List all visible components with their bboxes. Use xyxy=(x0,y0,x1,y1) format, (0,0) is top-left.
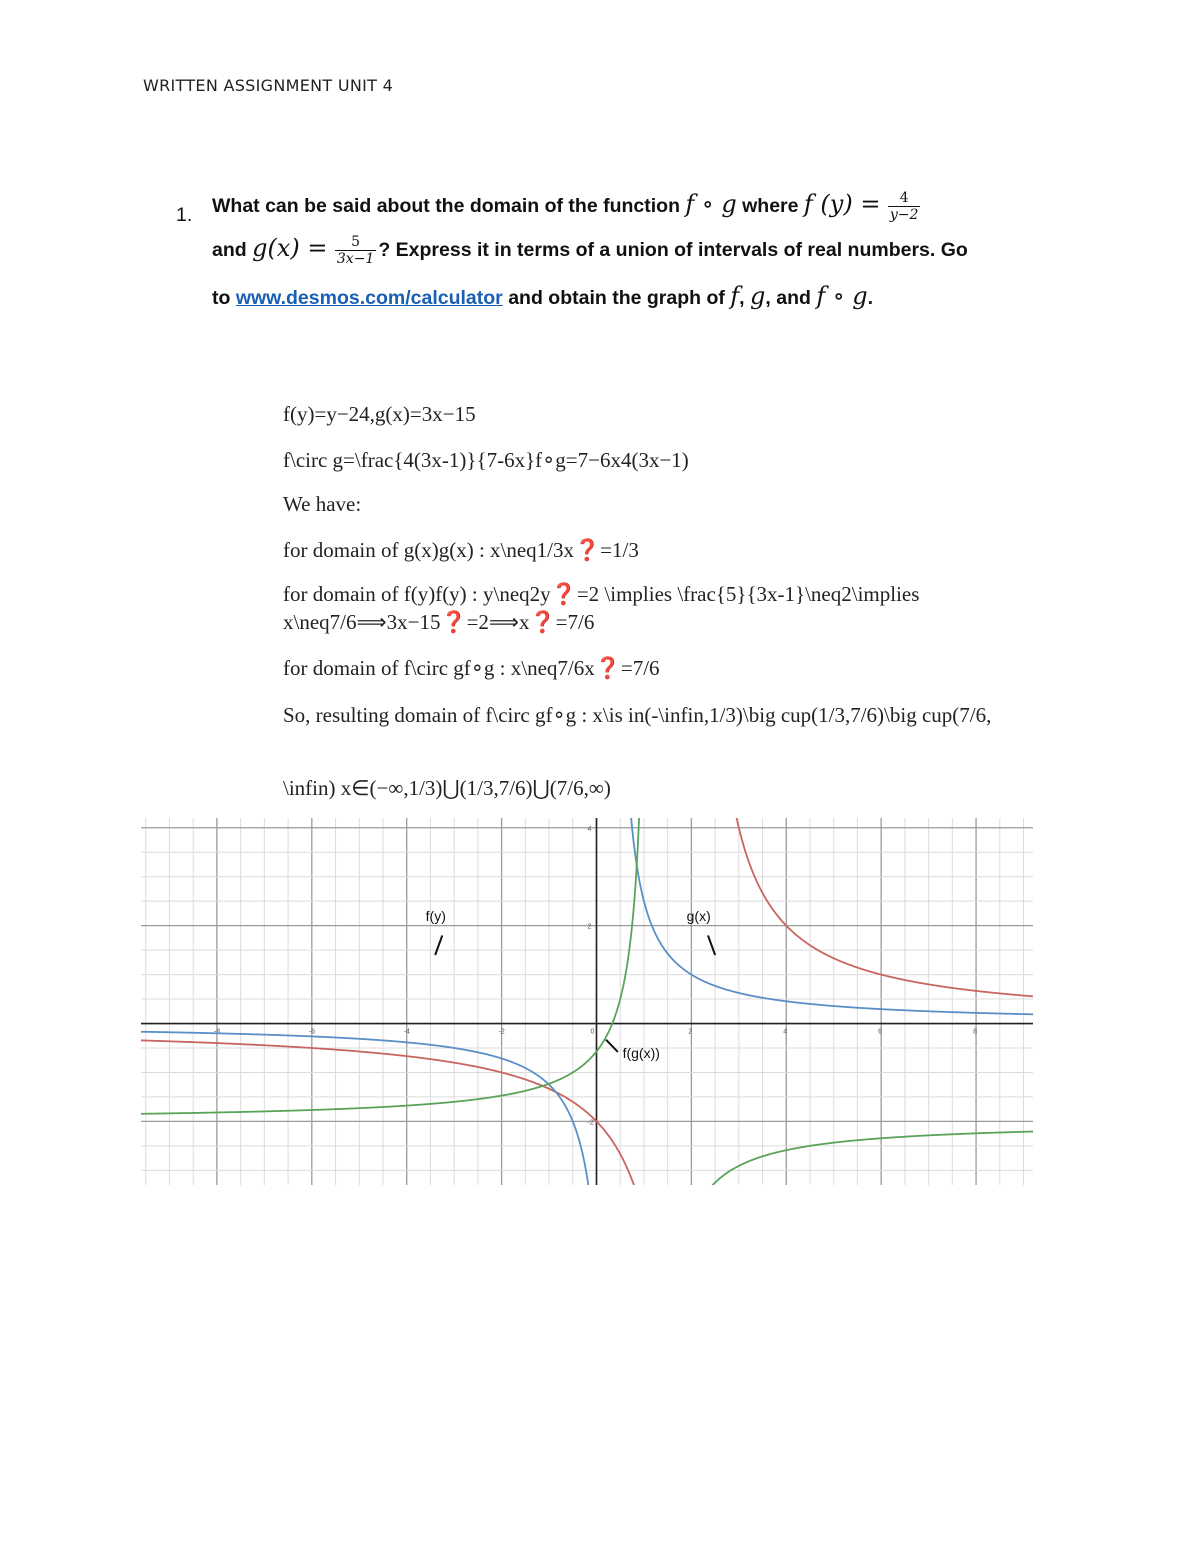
solution-line-4: for domain of g(x)g(x) : x\neq1/3x❓=1/3 xyxy=(283,538,639,562)
y-tick-label: 2 xyxy=(587,923,592,931)
question-line-1 xyxy=(212,190,922,223)
g-denominator: 3x−1 xyxy=(336,251,375,268)
annotation-pointer xyxy=(606,1040,618,1052)
solution-line-8: \infin) x∈(−∞,1/3)⋃(1/3,7/6)⋃(7/6,∞) xyxy=(283,776,611,800)
solution-line-3: We have: xyxy=(283,492,362,516)
f-symbol: f xyxy=(730,282,740,310)
x-tick-label: -8 xyxy=(213,1028,221,1036)
annotation-label: f(g(x)) xyxy=(622,1044,660,1061)
annotation-label: f(y) xyxy=(425,907,446,924)
x-tick-label: -4 xyxy=(403,1028,410,1036)
question-number: 1. xyxy=(176,204,193,226)
question-line-3-text: and obtain the graph of xyxy=(508,287,725,309)
question-line-2 xyxy=(212,234,968,267)
y-tick-label: -2 xyxy=(587,1119,594,1127)
f-definition: f (y) = xyxy=(803,190,881,218)
desmos-link[interactable]: www.desmos.com/calculator xyxy=(235,287,503,309)
question-line-3 xyxy=(212,282,873,310)
solution-line-7: So, resulting domain of f\circ gf∘g : x\is in(-\infin,1/3)\big cup(1/3,7/6)\big cup(7/6, xyxy=(283,703,992,727)
series-line-gx-left xyxy=(141,1032,612,1185)
series-line-gx-right xyxy=(612,818,1033,1014)
page-header: WRITTEN ASSIGNMENT UNIT 4 xyxy=(143,76,394,95)
x-tick-label: 8 xyxy=(973,1028,977,1036)
series-line-fy-right xyxy=(691,818,1033,996)
annotation-pointer xyxy=(435,935,442,955)
fog-expression-2: f ∘ g xyxy=(816,282,868,310)
x-tick-label: 6 xyxy=(878,1028,883,1036)
g-symbol: g xyxy=(750,282,766,310)
solution-line-1: f(y)=y−24,g(x)=3x−15 xyxy=(283,402,476,426)
solution-line-2: f\circ g=\frac{4(3x-1)}{7-6x}f∘g=7−6x4(3x−1) xyxy=(283,448,689,472)
and-word: and xyxy=(212,239,247,261)
x-tick-label: -6 xyxy=(308,1028,316,1036)
annotation-label: g(x) xyxy=(686,907,711,924)
annotation-pointer xyxy=(708,935,715,955)
fog-expression: f ∘ g xyxy=(685,190,737,218)
g-definition: g(x) = xyxy=(252,234,328,262)
f-denominator: y−2 xyxy=(889,207,919,224)
g-numerator: 5 xyxy=(335,234,376,251)
y-tick-label: 4 xyxy=(587,825,592,833)
g-fraction xyxy=(335,234,376,267)
function-graph xyxy=(141,818,1033,1185)
x-tick-label: 0 xyxy=(590,1028,595,1036)
x-tick-label: -2 xyxy=(498,1028,505,1036)
question-text: What can be said about the domain of the function xyxy=(212,195,680,217)
where-word: where xyxy=(742,195,799,217)
and-word-2: , and xyxy=(765,287,811,309)
f-fraction xyxy=(888,190,921,223)
comma: , xyxy=(739,287,745,309)
solution-line-5: for domain of f(y)f(y) : y\neq2y❓=2 \implies \frac{5}{3x-1}\neq2\implies x\neq7/6⟹3x−15❓=2⟹x❓=7/6 xyxy=(283,582,920,634)
x-tick-label: 2 xyxy=(688,1028,693,1036)
f-numerator: 4 xyxy=(888,190,921,207)
to-word: to xyxy=(212,287,231,309)
x-tick-label: 4 xyxy=(783,1028,788,1036)
question-line-2-text: ? Express it in terms of a union of intervals of real numbers. Go xyxy=(378,239,968,261)
solution-line-6: for domain of f\circ gf∘g : x\neq7/6x❓=7/6 xyxy=(283,656,660,680)
period: . xyxy=(867,287,874,309)
series-line-fgx-left xyxy=(141,818,652,1114)
